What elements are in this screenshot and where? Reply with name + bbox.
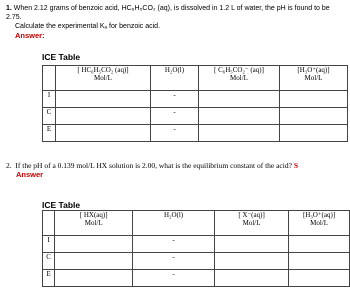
ice-table-2-cell[interactable] (55, 270, 133, 287)
ice-table-2-row-label: C (43, 253, 55, 270)
ice-table-1-cell[interactable] (280, 108, 348, 125)
ice-table-2-row-label: E (43, 270, 55, 287)
ice-table-2-row-label: I (43, 236, 55, 253)
ice-table-1-cell[interactable] (199, 125, 280, 142)
question-2-text: If the pH of a 0.139 mol/L HX solution is 2.00, what is the equilibrium constant of the acid? (15, 161, 292, 170)
ice-table-1-cell[interactable] (199, 108, 280, 125)
question-2-s-mark: S (293, 161, 298, 170)
ice-table-2-cell[interactable] (215, 253, 289, 270)
ice-table-2-cell[interactable] (55, 253, 133, 270)
ice-table-2-cell[interactable] (289, 270, 350, 287)
ice-table-2-header-acid: [ HX(aq)] Mol/L (55, 211, 133, 236)
question-1-text: When 2.12 grams of benzoic acid, HC₆H₅CO₂ (aq), is dissolved in 1.2 L of water, the pH is found to be 2.75. (6, 5, 330, 21)
ice-table-2-cell[interactable] (289, 253, 350, 270)
ice-table-2-water-cell: - (133, 253, 215, 270)
ice-table-2-cell[interactable] (215, 236, 289, 253)
ice-table-1-cell[interactable] (280, 91, 348, 108)
ice-table-2-header-base: [ X⁻(aq)] Mol/L (215, 211, 289, 236)
ice-table-1 (42, 65, 348, 142)
question-2-number: 2. (6, 161, 12, 170)
ice-table-1-row-label: C (43, 108, 56, 125)
ice-table-1-header-base: [ C₆H₅CO₂⁻ (aq)] Mol/L (199, 66, 280, 91)
ice-table-1-row-label: E (43, 125, 56, 142)
ice-table-title-2: ICE Table (42, 200, 81, 210)
ice-table-1-row-label: I (43, 91, 56, 108)
question-2-answer-label: Answer (16, 170, 44, 179)
question-1 (6, 4, 346, 40)
ice-table-1-row-equilibrium (43, 125, 348, 142)
ice-table-1-water-cell: - (151, 108, 199, 125)
question-2 (6, 161, 348, 179)
ice-table-2-cell[interactable] (55, 236, 133, 253)
ice-table-2-water-cell: - (133, 270, 215, 287)
ice-table-1-header-hydronium: [H₃O⁺(aq)] Mol/L (280, 66, 348, 91)
question-1-text-line1 (6, 4, 346, 22)
ice-table-2-row-equilibrium (43, 270, 350, 287)
ice-table-1-water-cell: - (151, 125, 199, 142)
question-1-number: 1. (6, 5, 12, 12)
question-1-text-line2: Calculate the experimental Kₐ for benzoic acid. (15, 23, 161, 30)
ice-table-2-water-cell: - (133, 236, 215, 253)
ice-table-title-1: ICE Table (42, 52, 81, 62)
ice-table-1-cell[interactable] (199, 91, 280, 108)
question-1-answer-label: Answer: (15, 31, 45, 40)
ice-table-1-header-acid: [ HC₆H₅CO₂ (aq)] Mol/L (56, 66, 151, 91)
ice-table-1-header-row (43, 66, 348, 91)
ice-table-1-water-cell: - (151, 91, 199, 108)
ice-table-2 (42, 210, 350, 287)
ice-table-1-row-initial (43, 91, 348, 108)
ice-table-2-row-initial (43, 236, 350, 253)
ice-table-2-cell[interactable] (289, 236, 350, 253)
ice-table-1-corner (43, 66, 56, 91)
ice-table-1-cell[interactable] (56, 108, 151, 125)
ice-table-2-header-hydronium: [H₃O⁺(aq)] Mol/L (289, 211, 350, 236)
ice-table-2-header-water: H₂O(l) (133, 211, 215, 236)
ice-table-1-cell[interactable] (56, 125, 151, 142)
ice-table-1-row-change (43, 108, 348, 125)
ice-table-2-row-change (43, 253, 350, 270)
ice-table-1-cell[interactable] (56, 91, 151, 108)
ice-table-2-corner (43, 211, 55, 236)
ice-table-2-header-row (43, 211, 350, 236)
ice-table-1-cell[interactable] (280, 125, 348, 142)
ice-table-2-cell[interactable] (215, 270, 289, 287)
ice-table-1-header-water: H₂O(l) (151, 66, 199, 91)
